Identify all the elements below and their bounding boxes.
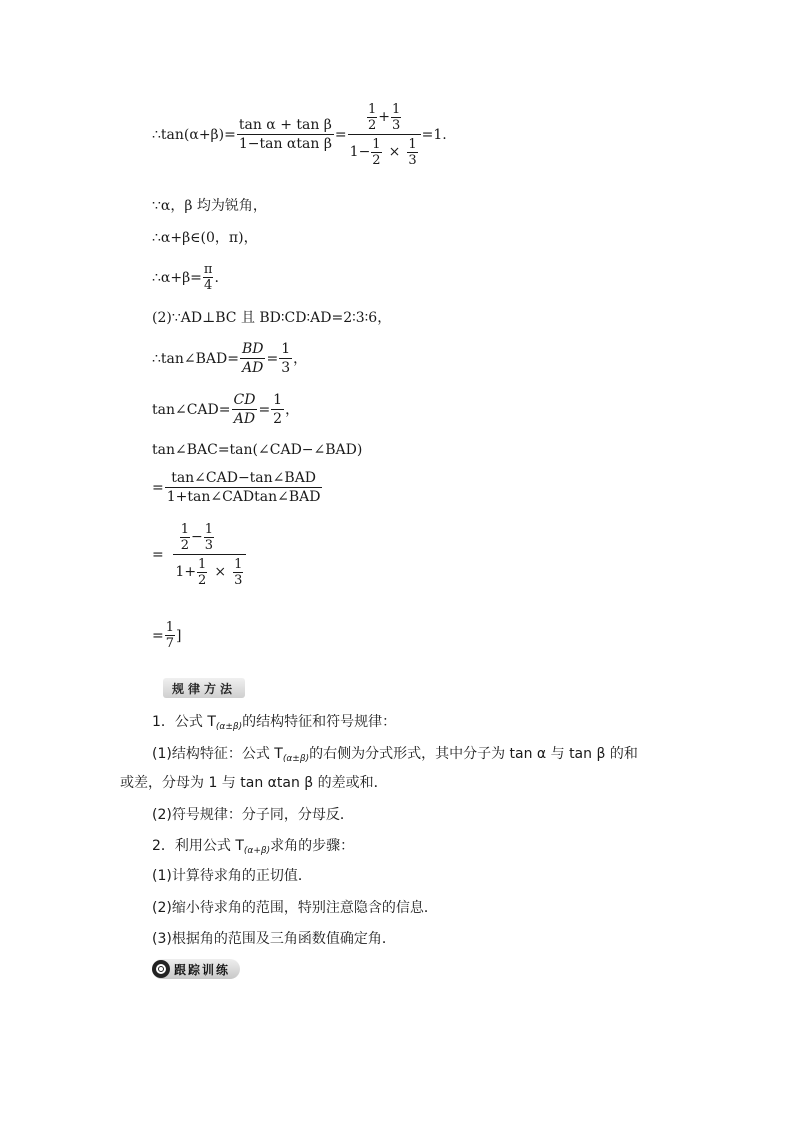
frac-diff (165, 469, 323, 506)
frac-half (180, 522, 190, 553)
method-badge-label: 规律方法 (172, 681, 237, 696)
angle-range: ∴α+β∈(0，π)， (152, 230, 258, 246)
tail: ， (285, 401, 300, 418)
tan-bac: tan∠BAC=tan(∠CAD−∠BAD) (152, 442, 363, 458)
d: 3 (234, 572, 243, 588)
method-item-2-1: (1)计算待求角的正切值． (152, 868, 312, 884)
n: 1 (204, 521, 214, 537)
n: 1 (198, 556, 207, 572)
n: 1 (367, 101, 377, 117)
n: BD (241, 341, 264, 357)
tan-bad (152, 340, 307, 377)
method-item-2-3: (3)根据角的范围及三角函数值确定角． (152, 931, 396, 947)
n: 1 (234, 556, 243, 572)
lead: = (152, 479, 164, 496)
frac-1-7 (165, 620, 175, 651)
times: × (214, 564, 227, 580)
minus: − (191, 529, 203, 545)
tail: ， (293, 350, 308, 367)
eq: = (266, 350, 279, 367)
frac-bd-ad (240, 340, 266, 377)
text: 2．利用公式 T (152, 838, 244, 854)
text: 1．公式 T (152, 714, 216, 730)
angle-result (152, 262, 219, 293)
d: 2 (180, 537, 190, 553)
n: 1 (273, 392, 283, 408)
frac-cd-ad (232, 391, 258, 428)
frac-big (165, 520, 255, 589)
times: × (388, 144, 401, 160)
frac-half (371, 137, 381, 168)
frac-third (391, 102, 401, 133)
d: 3 (281, 360, 291, 376)
frac-third (407, 137, 417, 168)
text: (1)结构特征：公式 T (152, 746, 283, 762)
tan-bac-expand (152, 469, 323, 506)
lead: ∴tan∠BAD= (152, 350, 239, 367)
eq1-frac1-den: 1−tan αtan β (238, 136, 332, 152)
lead: tan∠CAD= (152, 401, 231, 418)
frac-half (197, 557, 207, 588)
method-item-1-1 (152, 744, 638, 769)
tan-cad (152, 391, 299, 428)
tail: . (214, 269, 219, 286)
frac-big-num (165, 520, 255, 554)
n: CD (233, 392, 256, 408)
lead: = (152, 546, 164, 563)
eq1-frac2-den (348, 134, 421, 169)
den-lead: 1− (349, 144, 371, 160)
n: 1 (165, 620, 175, 635)
method-item-1-2: (2)符号规律：分子同，分母反． (152, 807, 354, 823)
frac-pi-4 (203, 262, 214, 293)
frac-third (204, 522, 214, 553)
n: 1 (372, 136, 381, 152)
frac-third (233, 557, 243, 588)
n: π (203, 262, 213, 277)
eq-tan-sum (152, 100, 447, 169)
subscript: (α±β) (282, 754, 310, 764)
frac-half (367, 102, 377, 133)
method-badge (163, 678, 245, 698)
tan-bac-result (152, 620, 181, 651)
part2-given: (2)∵AD⊥BC 且 BD∶CD∶AD=2∶3∶6， (152, 310, 392, 326)
eq: = (258, 401, 271, 418)
eq1-lead: ∴tan(α+β)= (152, 126, 236, 143)
d: 2 (273, 411, 283, 427)
n: 1 (391, 101, 401, 117)
eq1-eq: = (334, 126, 347, 143)
d: AD (233, 411, 256, 427)
frac-1-3 (279, 340, 292, 377)
frac-1-2 (271, 391, 284, 428)
eq1-frac2 (348, 100, 421, 169)
lead: ∴α+β= (152, 269, 202, 286)
d: 4 (204, 278, 213, 293)
d: AD (242, 360, 264, 376)
eq1-frac1 (237, 116, 334, 153)
d: 3 (391, 117, 401, 133)
method-item-1 (152, 712, 396, 737)
d: 3 (408, 152, 417, 168)
den-lead: 1+ (175, 564, 197, 580)
subscript: (α+β) (243, 846, 271, 856)
n: tan∠CAD−tan∠BAD (171, 470, 317, 486)
tail: ] (176, 627, 182, 644)
tan-bac-values (152, 520, 256, 589)
method-item-1-1-cont: 或差，分母为 1 与 tan αtan β 的差或和． (120, 775, 388, 791)
track-badge (152, 959, 240, 979)
d: 3 (204, 537, 214, 553)
n: 1 (281, 341, 291, 357)
subscript: (α±β) (215, 722, 243, 732)
d: 2 (372, 152, 381, 168)
text: 求角的步骤： (270, 838, 355, 854)
method-item-2-2: (2)缩小待求角的范围，特别注意隐含的信息． (152, 900, 438, 916)
d: 2 (198, 572, 207, 588)
acute-angles: ∵α，β 均为锐角， (152, 198, 267, 214)
n: 1 (180, 521, 190, 537)
eq1-frac2-num (364, 100, 404, 134)
lead: = (152, 627, 164, 644)
text: 的结构特征和符号规律： (242, 714, 397, 730)
eq1-frac1-num: tan α + tan β (238, 117, 332, 133)
d: 1+tan∠CADtan∠BAD (166, 489, 321, 505)
track-badge-label: 跟踪训练 (174, 962, 231, 977)
d: 2 (367, 117, 377, 133)
method-item-2 (152, 836, 354, 861)
text: 的右侧为分式形式，其中分子为 tan α 与 tan β 的和 (309, 746, 638, 762)
eq1-tail: =1. (421, 126, 447, 143)
n: 1 (408, 136, 417, 152)
frac-big-den (173, 554, 246, 589)
plus: + (378, 109, 390, 125)
target-icon (152, 960, 170, 978)
d: 7 (165, 636, 175, 651)
